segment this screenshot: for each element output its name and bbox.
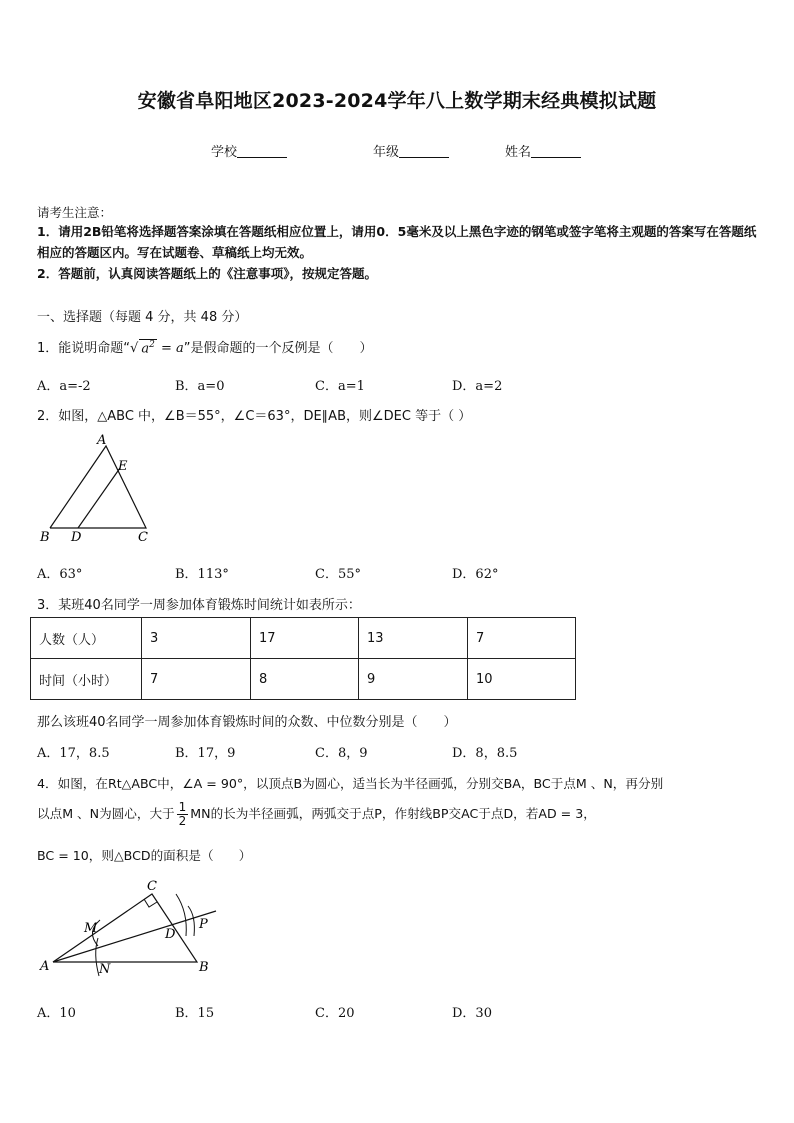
q2-option-b[interactable]: B．113° [175, 567, 229, 582]
table-row [31, 618, 576, 659]
grade-blank [399, 144, 449, 158]
question-2: 2．如图，△ABC 中，∠B＝55°，∠C＝63°，DE∥AB，则∠DEC 等于（ ） [37, 409, 472, 424]
q4-label-a: A [40, 959, 50, 974]
q3-option-b[interactable]: B．17，9 [175, 746, 236, 761]
q4-label-c: C [147, 879, 157, 894]
question-4-line-2 [37, 801, 596, 828]
q1-prefix: 1．能说明命题“ [37, 341, 131, 356]
table-cell: 人数（人） [31, 618, 142, 659]
q4-label-d: D [165, 927, 176, 942]
q3-option-a[interactable]: A．17，8.5 [37, 746, 110, 761]
table-cell: 7 [142, 659, 251, 700]
name-label: 姓名 [505, 145, 532, 160]
q4-label-n: N [99, 962, 111, 977]
name-blank [531, 144, 581, 158]
q3-option-c[interactable]: C．8，9 [315, 746, 368, 761]
table-cell: 时间（小时） [31, 659, 142, 700]
q3-question: 那么该班40名同学一周参加体育锻炼时间的众数、中位数分别是（ ） [37, 715, 457, 730]
q4-option-b[interactable]: B．15 [175, 1006, 215, 1021]
school-field [211, 141, 287, 160]
q1-sqrt-exp: 2 [149, 339, 155, 350]
q4-line2-end: MN的长为半径画弧，两弧交于点P，作射线BP交AC于点D，若AD = 3， [190, 806, 596, 821]
q1-sqrt-body: a [141, 341, 150, 356]
table-cell: 13 [359, 618, 468, 659]
q2-option-d[interactable]: D．62° [452, 567, 499, 582]
q4-fraction [177, 801, 189, 828]
question-1 [37, 337, 372, 356]
q4-label-m: M [84, 921, 98, 936]
q4-option-c[interactable]: C．20 [315, 1006, 355, 1021]
q2-label-a: A [97, 433, 107, 448]
q4-figure [36, 876, 226, 978]
q4-arc-p2 [188, 906, 194, 936]
notice-item-2: 2．答题前，认真阅读答题纸上的《注意事项》，按规定答题。 [37, 266, 377, 281]
q4-option-d[interactable]: D．30 [452, 1006, 492, 1021]
grade-field [373, 141, 449, 160]
page-title: 安徽省阜阳地区2023-2024学年八上数学期末经典模拟试题 [137, 90, 657, 112]
school-label: 学校 [211, 145, 238, 160]
q1-option-c[interactable]: C．a=1 [315, 379, 365, 394]
table-cell: 7 [468, 618, 576, 659]
notice-heading: 请考生注意： [37, 205, 113, 220]
table-cell: 10 [468, 659, 576, 700]
q1-suffix: ”是假命题的一个反例是（ ） [183, 341, 373, 356]
question-4-line-3: BC = 10，则△BCD的面积是（ ） [37, 848, 252, 863]
school-blank [237, 144, 287, 158]
q2-label-c: C [138, 530, 148, 545]
q2-label-e: E [118, 459, 128, 474]
q3-option-d[interactable]: D．8，8.5 [452, 746, 518, 761]
q1-option-d[interactable]: D．a=2 [452, 379, 503, 394]
section-heading: 一、选择题（每题 4 分，共 48 分） [37, 310, 248, 325]
notice-item-1: 1．请用2B铅笔将选择题答案涂填在答题纸相应位置上，请用0．5毫米及以上黑色字迹的钢笔或签字笔将主观题的答案写在答题纸相应的答题区内。写在试题卷、草稿纸上均无效。 [37, 224, 757, 260]
table-cell: 3 [142, 618, 251, 659]
question-4-line-1: 4．如图，在Rt△ABC中，∠A = 90°，以顶点B为圆心，适当长为半径画弧，分别交BA，BC于点M 、N，再分别 [37, 776, 664, 791]
name-field [505, 141, 581, 160]
table-cell: 17 [251, 618, 359, 659]
q1-option-b[interactable]: B．a=0 [175, 379, 225, 394]
q4-arc-p1 [176, 894, 186, 936]
q3-stats-table [30, 617, 576, 700]
q4-line2-start: 以点M 、N为圆心，大于 [37, 806, 175, 821]
question-3: 3．某班40名同学一周参加体育锻炼时间统计如表所示： [37, 598, 361, 613]
q2-option-a[interactable]: A．63° [37, 567, 83, 582]
q4-option-a[interactable]: A．10 [37, 1006, 76, 1021]
q4-label-b: B [199, 960, 209, 975]
q4-frac-den: 2 [178, 814, 187, 828]
q4-label-p: P [199, 917, 208, 932]
q1-rhs: = a [160, 341, 184, 356]
grade-label: 年级 [373, 145, 400, 160]
q2-triangle-abc [50, 446, 146, 528]
table-cell: 8 [251, 659, 359, 700]
q2-triangle-figure [36, 432, 156, 547]
q4-right-angle-mark [144, 899, 157, 907]
q2-label-b: B [40, 530, 50, 545]
q1-option-a[interactable]: A．a=-2 [37, 379, 91, 394]
table-cell: 9 [359, 659, 468, 700]
q1-formula: √ $a^2 = a$ [130, 339, 184, 356]
q2-label-d: D [71, 530, 82, 545]
table-row [31, 659, 576, 700]
q2-option-c[interactable]: C．55° [315, 567, 361, 582]
q4-frac-num: 1 [178, 800, 187, 814]
